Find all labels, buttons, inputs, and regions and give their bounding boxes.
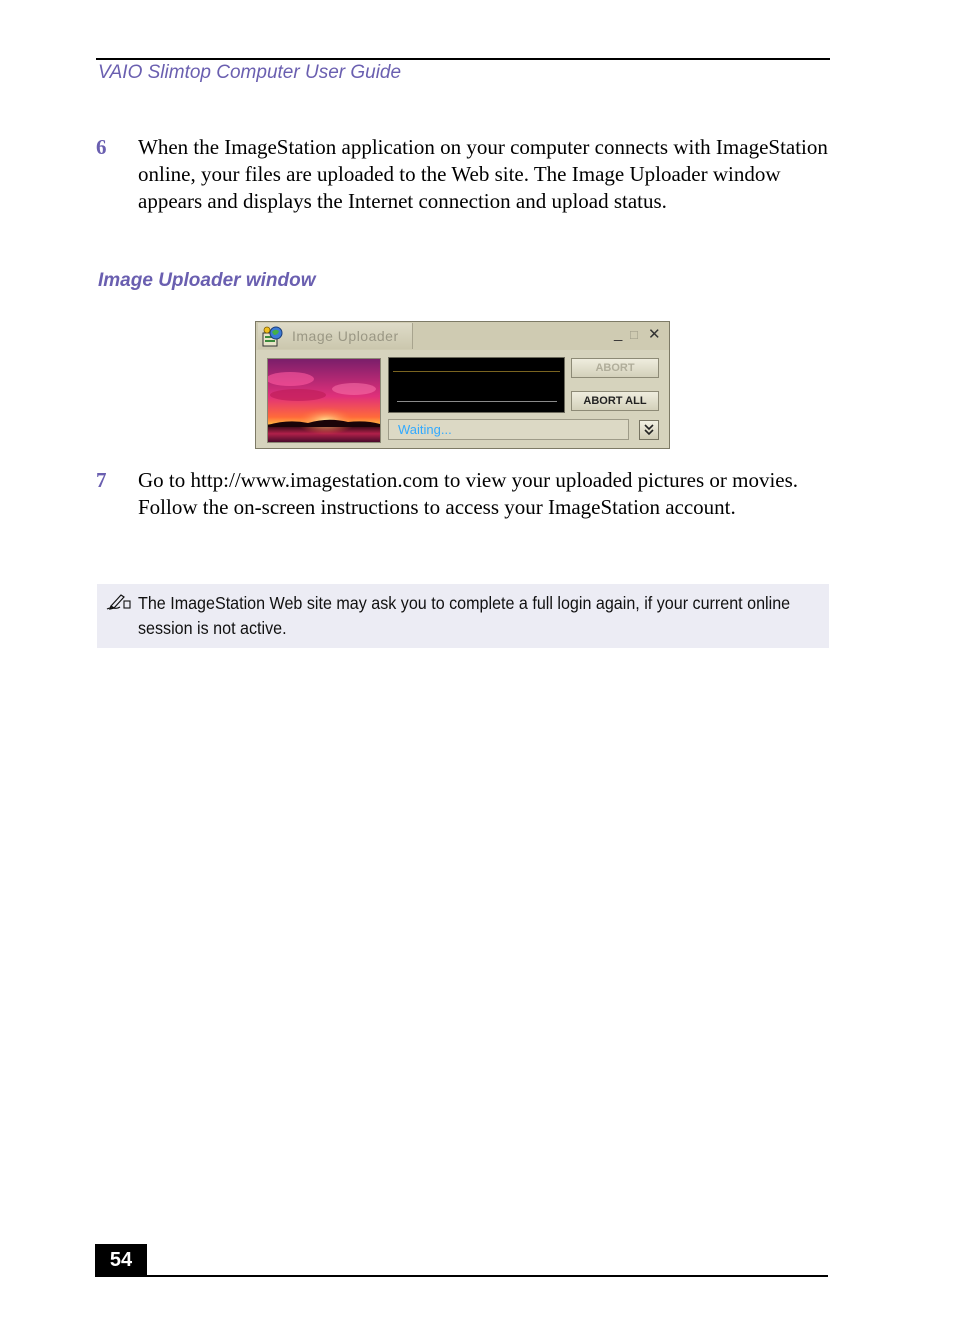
step-number: 6 (96, 135, 107, 159)
upload-thumbnail-sunset (267, 358, 381, 443)
title-bar[interactable] (256, 322, 669, 350)
progress-bar (397, 401, 557, 402)
image-station-app-icon (261, 325, 285, 348)
step-7 (96, 467, 826, 551)
abort-button[interactable]: ABORT (571, 358, 659, 378)
note-box (97, 584, 829, 648)
progress-display (388, 357, 565, 413)
header-rule (96, 58, 830, 60)
step-text: Go to http://www.imagestation.com to view your uploaded pictures or movies. Follow the on-screen instructions to access your ImageStation account. (138, 468, 799, 519)
double-chevron-down-icon (640, 421, 658, 439)
image-uploader-window (255, 321, 670, 449)
page-number: 54 (95, 1244, 147, 1277)
title-tab (258, 323, 413, 349)
footer-rule (95, 1275, 828, 1277)
step-text: When the ImageStation application on your computer connects with ImageStation online, your files are uploaded to the Web site. The Image Uploader window appears and displays the Internet connection and upload status. (138, 135, 828, 213)
window-title: Image Uploader (292, 328, 399, 344)
step-6 (96, 134, 826, 244)
header-title: VAIO Slimtop Computer User Guide (98, 62, 402, 83)
figure-caption: Image Uploader window (98, 270, 316, 291)
note-text: The ImageStation Web site may ask you to complete a full login again, if your current online session is not active. (138, 593, 791, 638)
progress-track (393, 371, 560, 372)
minimize-icon[interactable]: _ (614, 325, 623, 342)
maximize-icon[interactable]: □ (630, 327, 638, 342)
status-field: Waiting... (388, 419, 629, 440)
pencil-note-icon (105, 592, 131, 612)
close-icon[interactable]: ✕ (648, 326, 661, 343)
abort-all-button[interactable]: ABORT ALL (571, 391, 659, 411)
step-number: 7 (96, 468, 107, 492)
expand-button[interactable] (639, 420, 659, 440)
